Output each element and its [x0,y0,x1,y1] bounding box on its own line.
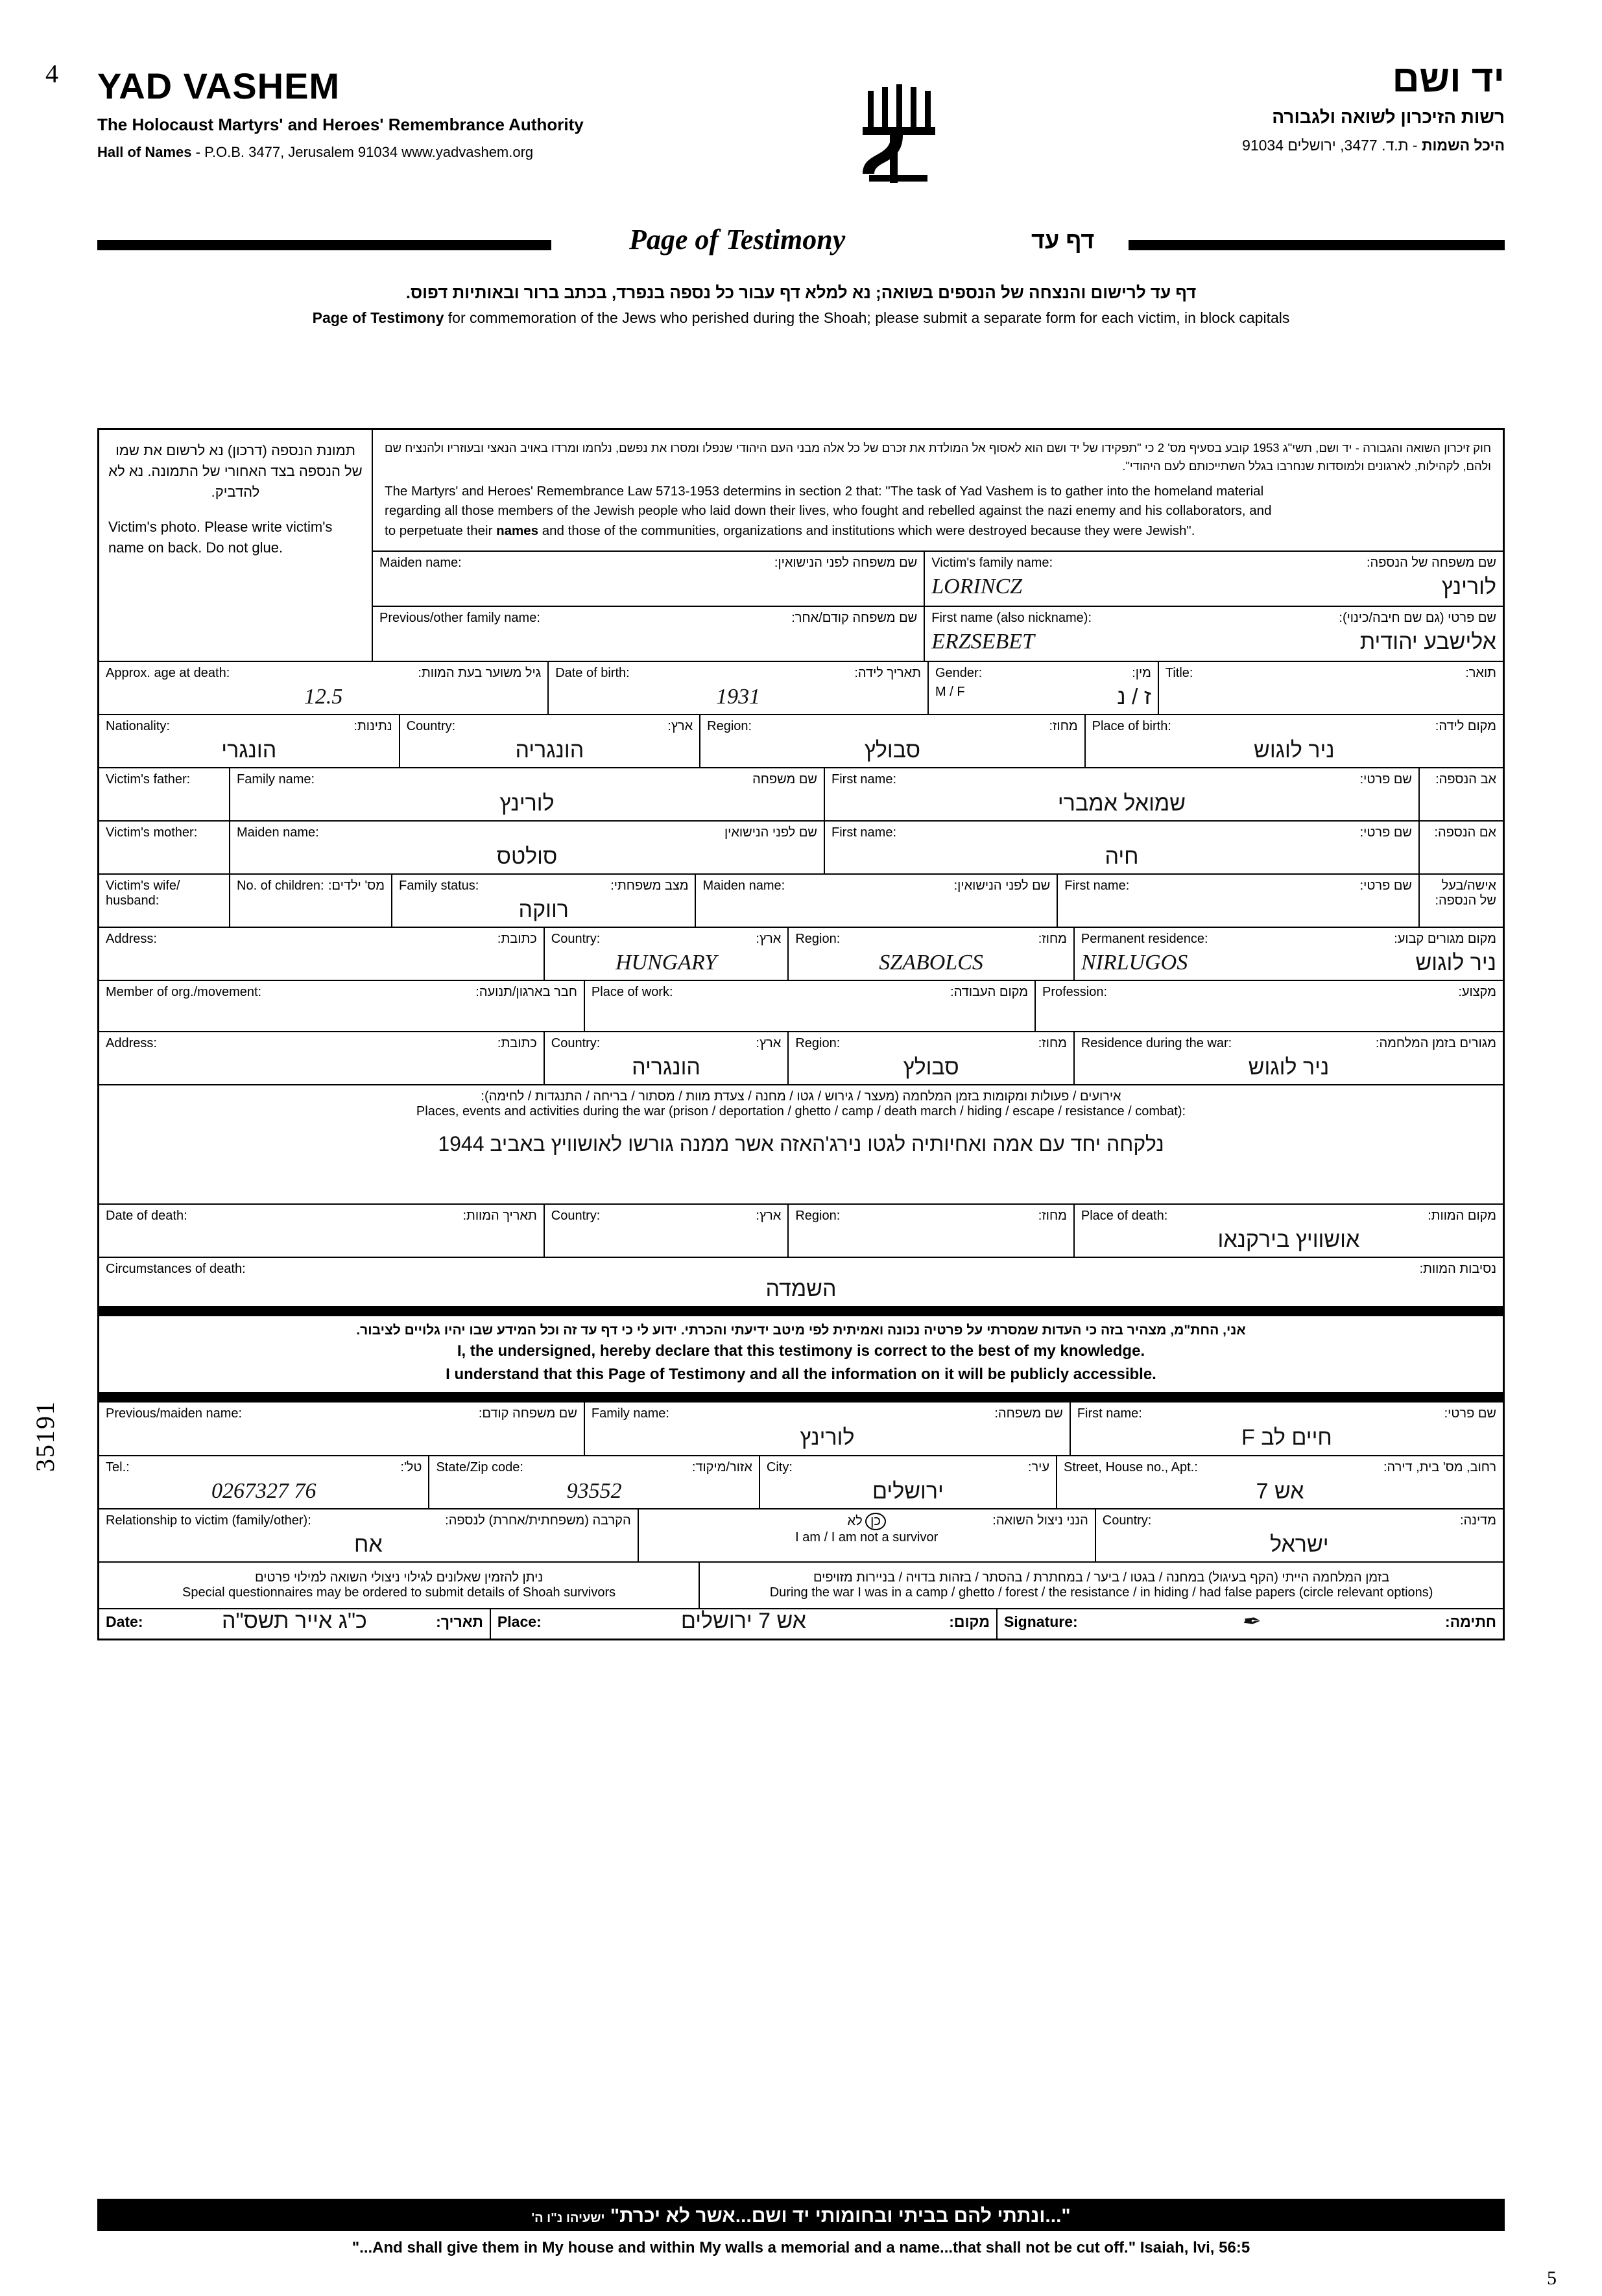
events-label-en: Places, events and activities during the war (prison / deportation / ghetto / camp / death march / hiding / escape / resistance / combat): [416,1104,1186,1118]
approx-age-label-en: Approx. age at death: [106,665,230,680]
date-value: כ"ג אייר תשס"ה [222,1608,367,1633]
mother-maiden-label-en: Maiden name: [237,825,319,840]
place-of-birth-value: ניר לוגוש [1254,737,1335,763]
footer-verse-he [97,2205,1505,2227]
street-value: אש 7 [1256,1478,1304,1504]
family-status-label-he: מצב משפחתי: [610,878,689,893]
mother-maiden-label-he: שם לפני הנישואין [724,825,817,840]
field-submitter-city[interactable] [759,1456,1056,1508]
field-gender[interactable] [927,662,1158,714]
father-first-label-he: שם פרטי: [1359,772,1412,787]
field-victim-family-name[interactable] [924,552,1503,606]
children-label-he: מס' ילדים: [328,878,385,893]
field-submitter-country[interactable] [1095,1509,1503,1561]
family-status-label-en: Family status: [399,878,479,893]
row-spouse [99,875,1503,928]
father-family-label-en: Family name: [237,772,315,787]
identity-right-block [372,430,1503,661]
zip-label-he: אזור/מיקוד: [691,1460,752,1474]
row-mother [99,822,1503,875]
document-title-he: דף עד [1031,227,1095,254]
survivor-label-he: הנני ניצול השואה: [992,1513,1088,1528]
previous-family-name-label-he: שם משפחה קודם/אחר: [791,610,918,625]
law-en-3a: to perpetuate their [385,523,497,538]
relationship-label-en: Relationship to victim (family/other): [106,1513,311,1528]
questionnaire-note [99,1563,699,1608]
field-address-1[interactable] [99,928,544,980]
gender-label-en: Gender: [935,665,983,680]
region-birth-value: סבולץ [864,737,921,763]
field-country-2[interactable] [544,1032,788,1084]
field-submitter-previous-name[interactable] [99,1402,584,1455]
father-label-he-cell [1418,768,1503,820]
row-identity [99,430,1503,662]
spouse-label-en: Victim's wife/ husband: [106,878,180,908]
footer-verse-he-text: "...ונתתי להם בביתי ובחומותי יד ושם...אשר לא יכרת" [610,2205,1071,2227]
region3-label-en: Region: [795,1208,841,1223]
field-survivor-status[interactable] [638,1509,1095,1561]
law-text-en-line1: The Martyrs' and Heroes' Remembrance Law 5713-1953 determins in section 2 that: "The task of Yad Vashem is to gather into the homeland material [385,483,1264,499]
city-value: ירושלים [872,1478,944,1504]
submitter-first-label-he: שם פרטי: [1444,1406,1496,1421]
approx-age-label-he: גיל משוער בעת המוות: [418,665,542,680]
maiden-name-label-he: שם משפחה לפני הנישואין: [774,555,918,570]
survivor-no-option[interactable]: לא [847,1513,863,1528]
place-value: אש 7 ירושלים [680,1608,807,1633]
submitter-family-value: לורינץ [800,1425,855,1450]
residence-war-value: ניר לוגוש [1248,1054,1330,1080]
country3-label-he: ארץ: [756,1208,782,1223]
survivor-yes-option-circled[interactable]: כן [865,1513,886,1530]
signature-label-he: חתימה: [1444,1613,1496,1630]
law-text-en-line2: regarding all those members of the Jewish people who laid down their lives, who fought and rebelled against the nazi enemy and his collaborators, and [385,503,1272,519]
field-member-org[interactable] [99,981,584,1031]
row-age-dob-gender [99,662,1503,715]
field-date-of-death[interactable] [99,1205,544,1257]
field-title[interactable] [1158,662,1503,714]
title-rule-left [97,240,551,250]
relationship-value: אח [353,1532,383,1557]
field-place-of-work[interactable] [584,981,1034,1031]
questionnaire-en: Special questionnaires may be ordered to submit details of Shoah survivors [182,1585,616,1600]
country2-label-en: Country: [551,1036,601,1050]
field-region-2[interactable] [787,1032,1073,1084]
submitter-country-label-en: Country: [1102,1513,1152,1528]
date-of-birth-label-en: Date of birth: [555,665,630,680]
field-mother-maiden-name[interactable] [229,822,824,873]
date-label-en: Date: [106,1613,143,1630]
field-profession[interactable] [1034,981,1503,1031]
organization-name-he: יד ושם [1392,58,1505,100]
region-birth-label-en: Region: [707,718,752,733]
field-previous-family-name[interactable] [373,607,924,661]
father-label-en: Victim's father: [106,772,191,787]
mother-maiden-value: סולטס [496,844,558,869]
mother-label-he-cell [1418,822,1503,873]
survivor-label-en: I am / I am not a survivor [795,1530,938,1544]
date-of-birth-label-he: תאריך לידה: [854,665,921,680]
field-region-birth[interactable] [699,715,1084,767]
field-maiden-name[interactable] [373,552,924,606]
tel-label-en: Tel.: [106,1460,130,1474]
field-place[interactable] [490,1609,996,1639]
photo-instructions-he: תמונת הנספה (דרכון) נא לרשום את שמו של הנספה בצד האחורי של התמונה. נא לא להדביק. [108,442,363,500]
father-family-value: לורינץ [499,790,555,816]
declaration-text [99,1316,1503,1392]
subtitle-he-text: דף עד לרישום והנצחה של הנספים בשואה; נא למלא דף עבור כל נספה בנפרד, בכתב ברור ובאותיות דפוס. [405,283,1197,302]
nationality-label-en: Nationality: [106,718,170,733]
date-of-death-label-en: Date of death: [106,1208,187,1223]
row-relationship-survivor [99,1509,1503,1563]
footer-verse-he-reference: ישעיהו נ"ו ה' [531,2211,605,2225]
field-spouse-label [99,875,229,927]
member-org-label-en: Member of org./movement: [106,984,262,999]
gender-value-hebrew: ז / נ [1117,684,1151,709]
submitter-country-value: ישראל [1270,1532,1329,1557]
law-text-he: חוק זיכרון השואה והגבורה - יד ושם, תשי"ג 1953 קובע בסעיף מס' 2 כי "תפקידו של יד ושם הוא לאסוף אל המולדת את זכרם של כל אלה מבני העם היהודי שנפלו ומסרו את נפשם, נלחמו ומרדו באויב הנאצי ובעוזריו ולהנציח שם ולהם, לקהילות, לארגונים ולמוסדות שנחרבו בגלל השתייכותם לעם היהודי". [385,441,1491,473]
field-relationship[interactable] [99,1509,638,1561]
victim-family-name-label-he: שם משפחה של הנספה: [1366,555,1496,570]
declaration-rule-bottom [99,1392,1503,1401]
date-of-birth-value: 1931 [716,684,761,709]
place-of-work-label-he: מקום העבודה: [950,984,1028,999]
declaration-en-line1: I, the undersigned, hereby declare that this testimony is correct to the best of my knowledge. [457,1342,1145,1360]
submitter-previous-label-en: Previous/maiden name: [106,1406,243,1421]
father-first-label-en: First name: [831,772,897,787]
wartime-he: בזמן המלחמה הייתי (הקף בעיגול) במחנה / בגטו / ביער / במחתרת / בהסתר / בזהות בדויה / בניירות מזויפים [813,1570,1390,1585]
permanent-residence-value-latin: NIRLUGOS [1081,950,1188,975]
field-spouse-first-name[interactable] [1057,875,1418,927]
mother-label-he: אם הנספה: [1434,825,1496,840]
victim-family-name-value-latin: LORINCZ [931,574,1023,598]
first-name-label-en: First name (also nickname): [931,610,1092,625]
victim-family-name-label-en: Victim's family name: [931,555,1053,570]
row-submitter-address [99,1456,1503,1509]
field-father-first-name[interactable] [824,768,1418,820]
address2-label-he: כתובת: [497,1036,537,1050]
member-org-label-he: חבר בארגון/תנועה: [475,984,577,999]
events-label-he: אירועים / פעולות ומקומות בזמן המלחמה (מעצר / גירוש / גטו / מחנה / צעדת מוות / מסתור / בריחה / התנגדות / לחימה): [481,1089,1121,1104]
row-org-work-profession [99,981,1503,1032]
footer-hebrew-verse-bar [97,2199,1505,2231]
header-english-block [97,65,584,161]
row-war-residence [99,1032,1503,1085]
profession-label-en: Profession: [1042,984,1108,999]
hall-of-names-address-en [97,144,584,161]
maiden-name-value [379,574,917,602]
field-mother-label [99,822,229,873]
field-family-status[interactable] [391,875,695,927]
wartime-en: During the war I was in a camp / ghetto / forest / the resistance / in hiding / had false papers (circle relevant options) [769,1585,1433,1600]
tel-value: 0267327 76 [211,1478,317,1503]
testimony-form [97,428,1505,1640]
permanent-residence-label-he: מקום מגורים קבוע: [1394,931,1496,946]
victim-family-name-value-hebrew: לורינץ [1441,574,1496,599]
row-date-place-signature [99,1609,1503,1639]
field-residence-during-war[interactable] [1073,1032,1503,1084]
submitter-family-label-en: Family name: [591,1406,669,1421]
spouse-maiden-label-he: שם לפני הנישואין: [953,878,1051,893]
law-text-en-line3 [385,521,1491,541]
header-hebrew-block [1242,57,1505,154]
signature-value: ✒ [1241,1609,1260,1634]
place-label-he: מקום: [949,1613,990,1630]
victim-photo-box [99,430,372,661]
circumstances-value: השמדה [765,1276,837,1301]
events-value: נלקחה יחד עם אמה ואחיותיה לגטו נירג'האזה אשר ממנה גורשו לאושוויץ באביב 1944 [438,1131,1164,1155]
approx-age-value: 12.5 [304,684,343,709]
spouse-maiden-label-en: Maiden name: [702,878,785,893]
organization-subtitle-en: The Holocaust Martyrs' and Heroes' Remembrance Authority [97,115,584,134]
family-status-value: רווקה [518,897,569,922]
father-label-he: אב הנספה: [1435,772,1496,787]
field-first-name[interactable] [924,607,1503,661]
gender-mf-options[interactable]: M / F [935,684,965,699]
field-submitter-tel[interactable] [99,1456,428,1508]
organization-subtitle-he: רשות הזיכרון לשואה ולגבורה [1272,107,1505,127]
place-of-work-label-en: Place of work: [591,984,673,999]
place-of-death-label-he: מקום המוות: [1428,1208,1496,1223]
title-label-he: תואר: [1465,665,1496,680]
region2-label-en: Region: [795,1036,841,1050]
organization-name-en: YAD VASHEM [97,65,341,106]
field-nationality[interactable] [99,715,399,767]
wartime-options[interactable] [699,1563,1503,1608]
hall-of-names-address-text-en: - P.O.B. 3477, Jerusalem 91034 www.yadvashem.org [195,144,534,160]
nationality-value: הונגרי [221,737,277,763]
signature-label-en: Signature: [1003,1613,1078,1630]
address1-label-he: כתובת: [497,931,537,946]
field-permanent-residence[interactable] [1073,928,1503,980]
place-label-en: Place: [497,1613,542,1630]
field-father-family-name[interactable] [229,768,824,820]
title-label-en: Title: [1165,665,1193,680]
spouse-label-he-cell [1418,875,1503,927]
country3-label-en: Country: [551,1208,601,1223]
field-place-of-death[interactable] [1073,1205,1503,1257]
date-of-death-label-he: תאריך המוות: [462,1208,537,1223]
spouse-first-label-he: שם פרטי: [1359,878,1412,893]
mother-first-label-en: First name: [831,825,897,840]
photo-instructions-en: Victim's photo. Please write victim's name on back. Do not glue. [108,518,333,556]
first-name-value-latin: ERZSEBET [931,629,1034,654]
declaration-en-line2: I understand that this Page of Testimony and all the information on it will be publicly accessible. [446,1366,1156,1384]
permanent-residence-label-en: Permanent residence: [1081,931,1208,946]
father-first-value: שמואל אמברי [1057,790,1186,816]
row-declaration [99,1307,1503,1402]
field-date[interactable] [99,1609,490,1639]
row-address-residence [99,928,1503,981]
field-spouse-maiden-name[interactable] [695,875,1057,927]
submitter-first-value: חיים לב F [1241,1425,1332,1450]
field-submitter-zip[interactable] [428,1456,758,1508]
residence-war-label-he: מגורים בזמן המלחמה: [1375,1036,1496,1050]
row-first-name [373,607,1503,661]
submitter-first-label-en: First name: [1077,1406,1142,1421]
hall-of-names-address-text-he: - ת.ד. 3477, ירושלים 91034 [1242,137,1418,154]
declaration-he: אני, החת"מ, מצהיר בזה כי העדות שמסרתי על פרטיה נכונה ואמיתית לפי מיטב ידיעתי והכרתי. ידוע לי כי דף עד זה וכל המידע שבו יהיו גלויים לציבור. [356,1322,1246,1338]
document-subtitle-he [97,283,1505,303]
region2-label-he: מחוז: [1038,1036,1067,1050]
mother-label-en: Victim's mother: [106,825,198,840]
street-label-en: Street, House no., Apt.: [1064,1460,1198,1474]
field-signature[interactable] [996,1609,1503,1639]
submitter-family-label-he: שם משפחה: [994,1406,1063,1421]
field-date-of-birth[interactable] [547,662,927,714]
law-en-3c: and those of the communities, organizations and institutions which were destroyed because they were Jewish". [538,523,1195,538]
country1-label-he: ארץ: [756,931,782,946]
place-of-birth-label-he: מקום לידה: [1435,718,1497,733]
country-birth-value: הונגריה [515,737,584,763]
questionnaire-he: ניתן להזמין שאלונים לגילוי ניצולי השואה למילוי פרטים [255,1570,544,1585]
declaration-rule-top [99,1307,1503,1316]
field-country-3[interactable] [544,1205,788,1257]
relationship-label-he: הקרבה (משפחתית/אחרת) לנספה: [445,1513,631,1528]
title-bar [97,220,1505,266]
place-of-birth-label-en: Place of birth: [1092,718,1171,733]
field-address-2[interactable] [99,1032,544,1084]
field-approx-age[interactable] [99,662,547,714]
gender-label-he: מין: [1132,665,1151,680]
zip-label-en: State/Zip code: [436,1460,523,1474]
field-submitter-family-name[interactable] [584,1402,1070,1455]
zip-value: 93552 [566,1478,622,1503]
region-birth-label-he: מחוז: [1049,718,1078,733]
row-events [99,1085,1503,1205]
subtitle-en-bold: Page of Testimony [312,309,444,326]
address1-label-en: Address: [106,931,157,946]
field-region-3[interactable] [787,1205,1073,1257]
previous-family-name-label-en: Previous/other family name: [379,610,540,625]
children-label-en: No. of children: [237,878,324,893]
archival-side-number: 35191 [30,1401,60,1472]
field-country-birth[interactable] [399,715,700,767]
row-submitter-name [99,1402,1503,1456]
mother-first-label-he: שם פרטי: [1359,825,1412,840]
row-nationality-birthplace [99,715,1503,768]
spouse-label-he: אישה/בעל של הנספה: [1435,878,1496,908]
law-text-en [385,482,1491,541]
law-en-names-word: names [496,523,539,538]
handwritten-bottom-mark: 5 [1547,2267,1557,2289]
field-circumstances-of-death[interactable] [99,1258,1503,1306]
country-birth-label-en: Country: [406,718,456,733]
row-death-details [99,1205,1503,1258]
country2-label-he: ארץ: [756,1036,782,1050]
region1-label-he: מחוז: [1038,931,1067,946]
place-of-death-label-en: Place of death: [1081,1208,1168,1223]
row-questionnaire-wartime [99,1563,1503,1609]
footer-english-verse: "...And shall give them in My house and within My walls a memorial and a name...that shall not be cut off." Isaiah, lvi, 56:5 [352,2239,1250,2256]
yad-vashem-logo-icon [850,84,960,188]
submitter-previous-label-he: שם משפחה קודם: [478,1406,577,1421]
country-birth-label-he: ארץ: [667,718,693,733]
region1-label-en: Region: [795,931,841,946]
field-events-during-war[interactable] [99,1085,1503,1203]
field-father-label [99,768,229,820]
profession-label-he: מקצוע: [1458,984,1496,999]
place-of-death-value: אושוויץ בירקנאו [1217,1227,1360,1252]
member-org-value [106,1004,577,1027]
field-region-1[interactable] [787,928,1073,980]
row-circumstances [99,1258,1503,1307]
mother-first-value: חיה [1105,844,1139,869]
city-label-en: City: [766,1460,793,1474]
field-mother-first-name[interactable] [824,822,1418,873]
subtitle-en-rest: for commemoration of the Jews who perished during the Shoah; please submit a separate form for each victim, in block capitals [448,309,1290,326]
field-place-of-birth[interactable] [1084,715,1503,767]
hall-of-names-address-he [1242,137,1505,154]
region3-label-he: מחוז: [1038,1208,1067,1223]
date-label-he: תאריך: [436,1613,483,1630]
row-father [99,768,1503,822]
residence-war-label-en: Residence during the war: [1081,1036,1232,1050]
circumstances-label-en: Circumstances of death: [106,1261,246,1276]
nationality-label-he: נתינות: [353,718,392,733]
city-label-he: עיר: [1027,1460,1049,1474]
field-submitter-street[interactable] [1056,1456,1503,1508]
document-title-en: Page of Testimony [629,224,846,255]
document-footer [97,2199,1505,2257]
street-label-he: רחוב, מס' בית, דירה: [1383,1460,1497,1474]
hall-of-names-label-he: היכל השמות [1421,137,1505,154]
submitter-country-label-he: מדינה: [1459,1513,1496,1528]
father-family-label-he: שם משפחה [752,772,817,787]
spouse-first-label-en: First name: [1064,878,1130,893]
tel-label-he: טל': [400,1460,422,1474]
handwritten-corner-mark: 4 [45,59,58,88]
region1-value: SZABOLCS [879,950,983,975]
title-rule-right [1129,240,1505,250]
permanent-residence-value-hebrew: ניר לוגוש [1415,950,1496,975]
submitter-previous-value [106,1425,577,1451]
document-subtitle-en [97,309,1505,327]
country1-value: HUNGARY [615,950,717,975]
page-of-testimony-document [0,39,1602,2296]
first-name-label-he: שם פרטי (גם שם חיבה/כינוי): [1339,610,1496,625]
circumstances-label-he: נסיבות המוות: [1419,1261,1496,1276]
hall-of-names-label-en: Hall of Names [97,144,192,160]
first-name-value-hebrew: אלישבע יהודית [1359,629,1496,654]
remembrance-law-text [373,430,1503,552]
region2-value: סבולץ [903,1054,959,1080]
document-header [97,39,1505,214]
declaration-block [99,1307,1503,1401]
address2-label-en: Address: [106,1036,157,1050]
country2-value: הונגריה [632,1054,700,1080]
field-submitter-first-name[interactable] [1070,1402,1503,1455]
previous-family-name-value [379,630,917,657]
field-country-1[interactable] [544,928,788,980]
row-family-name [373,552,1503,607]
field-children-count[interactable] [229,875,391,927]
maiden-name-label-en: Maiden name: [379,555,462,570]
country1-label-en: Country: [551,931,601,946]
